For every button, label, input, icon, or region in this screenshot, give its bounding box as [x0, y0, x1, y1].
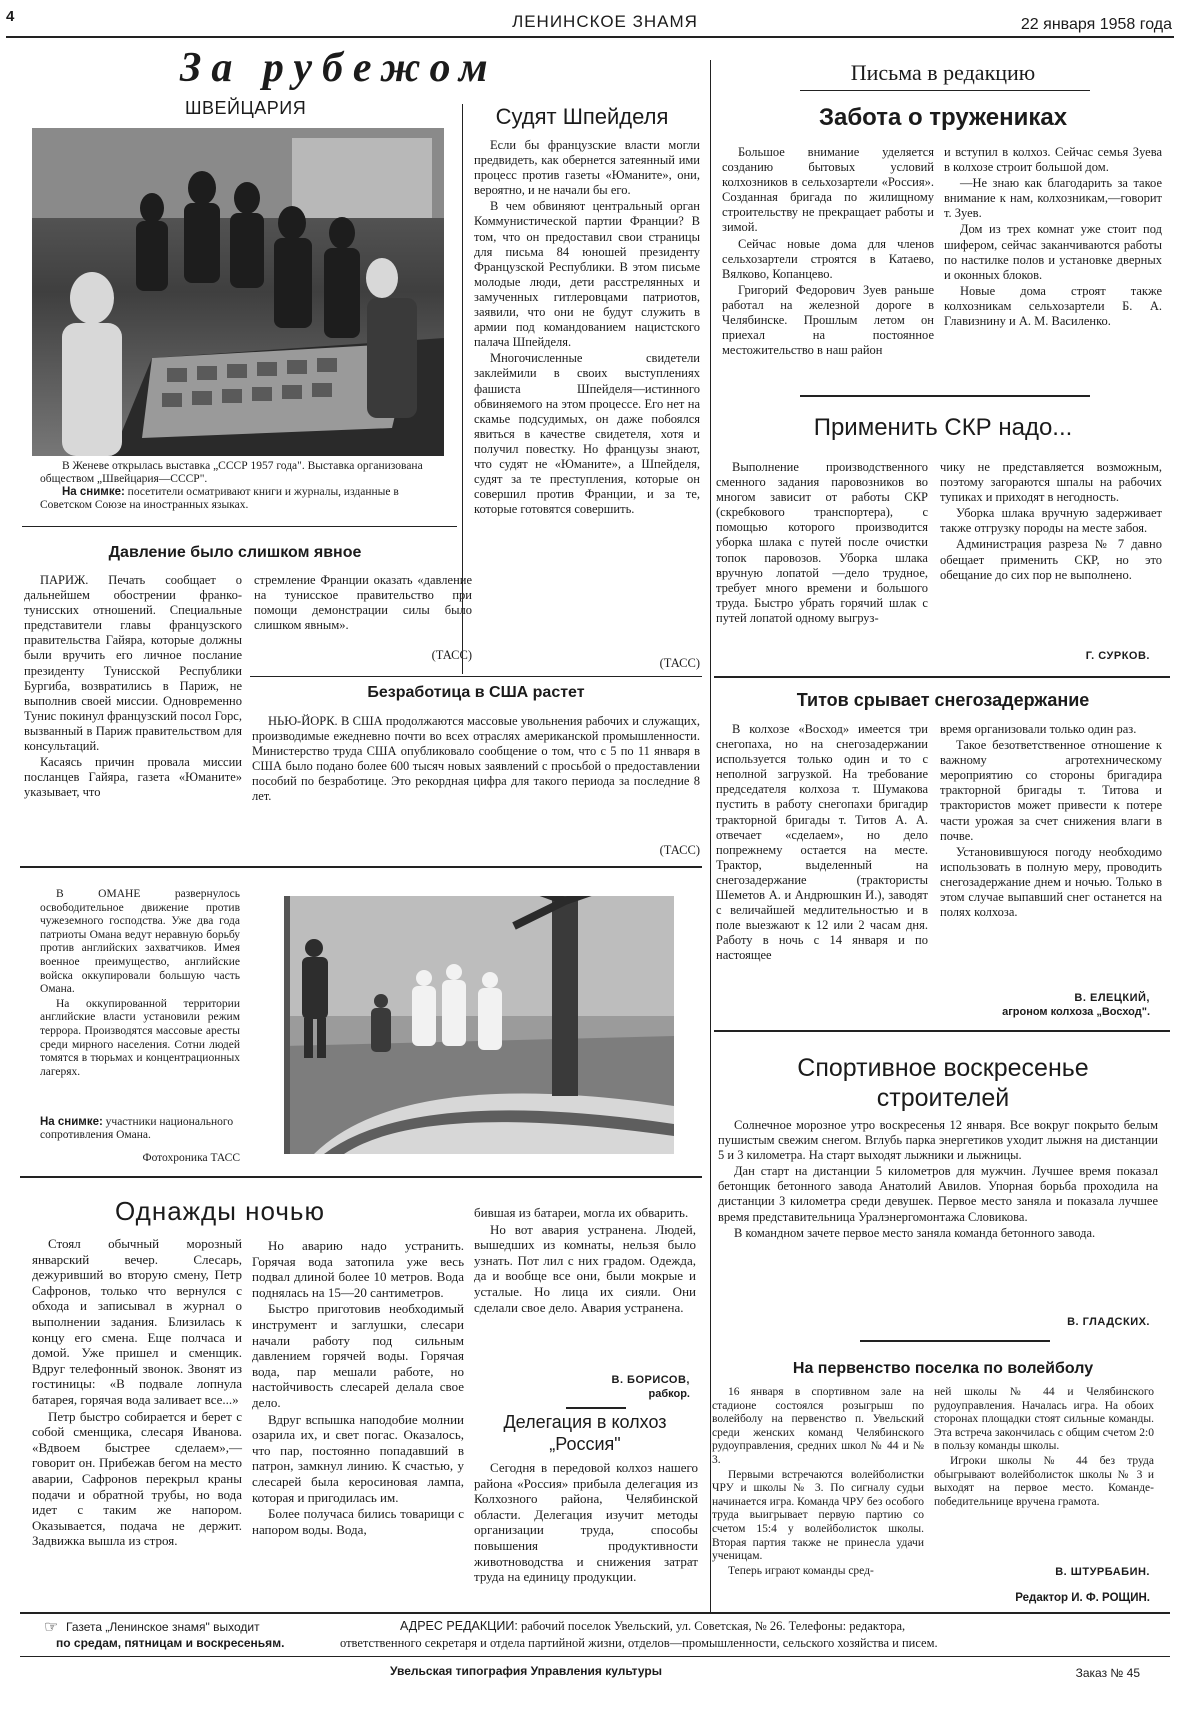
skr-paragraph: Выполнение производственного сменного задания паровозников во многом зависит от работы СКР (скребкового транспортера), с помощью которого производится уборка шлака с путей после очистки топок паровозов. Уборка шлака вручную лопатой —дело трудное, требует много времени и большого труда. Быстро убрать горячий шлак с путей лопатой одному выгруз-	[716, 460, 928, 625]
speidel-paragraph: В чем обвиняют центральный орган Коммунистической партии Франции? В том, что он предоставил свои страницы для письма 84 юношей президенту Французской Республики. В этом письме молодые люди, дети расстрелянных и замученных гитлеровцами патриотов, заявили, что они не будут служить в армии под командованием нацистского палача Шпейделя.	[474, 199, 700, 350]
night-col3	[474, 1205, 696, 1316]
footer-rule-bottom	[20, 1656, 1170, 1657]
volleyball-col1	[712, 1386, 924, 1579]
speidel-body	[474, 138, 700, 518]
night-title: Однажды ночью	[115, 1196, 325, 1226]
footer-address-line2: ответственного секретаря и отдела партийной жизни, отделов—промышленности, сельского хозяйства и писем.	[340, 1636, 938, 1650]
rule-above-titov	[714, 676, 1170, 678]
volleyball-signature: В. ШТУРБАБИН.	[1055, 1566, 1150, 1578]
footer-order: Заказ № 45	[1075, 1666, 1140, 1680]
sport-title-line2: строителей	[876, 1084, 1010, 1112]
titov-paragraph: время организовали только один раз.	[940, 722, 1137, 736]
photo-geneva-image	[32, 128, 444, 456]
volleyball-paragraph: Теперь играют команды сред-	[728, 1564, 874, 1577]
volleyball-paragraph: Игроки школы № 44 без труда обыгрывают волейболисток школы № 3 и выходят на первое место. Команде-победительнице вручена грамота.	[934, 1454, 1154, 1508]
unemployment-body	[252, 714, 700, 806]
night-signature-role: рабкор.	[648, 1388, 690, 1400]
photo-oman	[284, 896, 674, 1154]
page-number: 4	[6, 8, 15, 25]
footer-notice-line1: Газета „Ленинское знамя" выходит	[66, 1620, 260, 1634]
delegation-text: Сегодня в передовой колхоз нашего района «Россия» прибыла делегация из Колхозного района, Челябинской области. Делегация изучит методы организации труда, способы повышения продуктивности животноводства и снижения затрат труда на единицу продукции.	[474, 1460, 698, 1585]
titov-signature: В. ЕЛЕЦКИЙ,	[1074, 992, 1150, 1004]
oman-caption	[40, 1116, 240, 1142]
night-paragraph: бившая из батареи, могла их обварить.	[474, 1205, 689, 1220]
sport-title-line1: Спортивное воскресенье	[797, 1054, 1089, 1082]
sport-paragraph: Дан старт на дистанции 5 километров для мужчин. Лучшее время показал бетонщик бетонного завода Анатолий Авилов. Упорная борьба проходила на дистанции 3 километра среди девушек. Первое место заняла и показала лучшее время представительница Уралэнергомонтажа Словикова.	[718, 1164, 1158, 1224]
rule-under-geneva-photo	[22, 526, 457, 527]
rule-above-oman	[20, 866, 702, 868]
pressure-paragraph: стремление Франции оказать «давление на тунисское правительство при помощи демонстрации силы было слишком явным».	[254, 573, 472, 633]
skr-paragraph: чику не представляется возможным, поэтому загораются шпалы на рабочих тупиках и приходят в негодность.	[940, 460, 1162, 505]
letters-paragraph: Сейчас новые дома для членов сельхозартели строятся в Катаево, Вялково, Копанцево.	[722, 236, 934, 281]
titov-col2	[940, 722, 1162, 921]
footer-rule-top	[20, 1612, 1170, 1614]
volleyball-paragraph: 16 января в спортивном зале на стадионе состоялся розыгрыш по волейболу на первенство п. Увельский среди женских команд Челябинского рудоуправления, средних школ № 44 и № 3.	[712, 1386, 924, 1466]
issue-date: 22 января 1958 года	[1020, 16, 1172, 33]
photo-geneva-caption-label: На снимке:	[62, 486, 125, 498]
rule-vertical-center	[710, 60, 711, 1612]
letters-paragraph: —Не знаю как благодарить за такое внимание к нам, колхозникам,—говорит т. Зуев.	[944, 176, 1162, 221]
sport-paragraph: В командном зачете первое место заняла команда бетонного завода.	[734, 1225, 1096, 1240]
titov-signature-role: агроном колхоза „Восход".	[1002, 1006, 1150, 1018]
photo-oman-image	[284, 896, 674, 1154]
pressure-col2	[254, 573, 472, 634]
titov-paragraph: Такое безответственное отношение к важному агротехническому мероприятию со стороны бригадира тракторной бригады т. Титова и трактористов может привести к потере части урожая за счет снижения влаги в почве.	[940, 738, 1162, 843]
photo-geneva-caption	[40, 460, 450, 512]
skr-paragraph: Администрация разреза № 7 давно обещает применить СКР, но это обещание до сих пор не выполнено.	[940, 537, 1162, 582]
pressure-paragraph: Касаясь причин провала миссии посланцев Гайяра, газета «Юманите» указывает, что	[24, 755, 242, 800]
unemployment-text: НЬЮ-ЙОРК. В США продолжаются массовые увольнения рабочих и служащих, производимые ежедневно почти во всех отраслях американской промышленности. Министерство труда США опубликовало сообщение о том, что с 5 по 11 января в США было подано более 600 тысяч новых заявлений с просьбой о предоставлении пособий по безработице. Это рекордная цифра для такого периода за последние 8 лет.	[252, 714, 700, 804]
photo-geneva-caption-rest: посетители осматривают книги и журналы, изданные в Советском Союзе на иностранных языках.	[40, 486, 399, 511]
rule-above-sport	[714, 1030, 1170, 1032]
night-col1	[32, 1236, 242, 1550]
letters-title: Забота о тружениках	[818, 104, 1068, 131]
rule-above-skr	[800, 395, 1090, 397]
titov-col1	[716, 722, 928, 965]
night-col2	[252, 1238, 464, 1538]
sport-signature: В. ГЛАДСКИХ.	[1067, 1316, 1150, 1328]
rule-below-oman	[20, 1176, 702, 1178]
rubric-abroad: За рубежом	[180, 45, 498, 91]
speidel-paragraph: Многочисленные свидетели заклеймили в своих выступлениях фашиста Шпейделя—истинного обвиняемого на этом процессе. Его нет на скамье подсудимых, он даже побоялся явиться в качестве свидетеля, хотя и получил повестку. Но французы знают, что судят не «Юманите», а Шпейделя, судят за те преступления, которые он совершил против Франции, и за те, которые готовятся совершить.	[474, 351, 700, 517]
photo-geneva-exhibition	[32, 128, 444, 456]
delegation-title-line1: Делегация в колхоз	[503, 1412, 667, 1432]
unemployment-title: Безработица в США растет	[367, 684, 585, 701]
skr-title: Применить СКР надо...	[813, 414, 1073, 441]
skr-signature: Г. СУРКОВ.	[1085, 650, 1150, 662]
skr-col2	[940, 460, 1162, 584]
rule-above-volleyball	[860, 1340, 1050, 1342]
night-paragraph: Более получаса бились товарищи с напором воды. Вода,	[252, 1506, 464, 1537]
footer-notice-line2: по средам, пятницам и воскресеньям.	[56, 1636, 285, 1650]
titov-paragraph: В колхозе «Восход» имеется три снегопаха, но на снегозадержании используется только один и то с неполной загрузкой. На требование председателя колхоза т. Шумакова пустить в работу снегопахи бригадир тракторной бригады т. Титов А. А. отвечает «сделаем», но дело попрежнему остается на месте. Трактор, выделенный на снегозадержание (трактористы Шеметов А. и Андрюшкин И.), заводят с величайшей медлительностью и в поле выезжают к 12 или 2 часам дня. Работу в ночь с 14 января и по настоящее	[716, 722, 928, 963]
oman-caption-label: На снимке:	[40, 1116, 103, 1128]
volleyball-paragraph: Первыми встречаются волейболистки ЧРУ и школы № 3. По сигналу судьи начинается игра. Команда ЧРУ без особого труда выигрывает первую партию со счетом 15:4 у волейболисток школы. Вторая партия также не принесла удачи ученицам.	[712, 1468, 924, 1563]
country-heading: ШВЕЙЦАРИЯ	[185, 98, 307, 118]
letters-paragraph: Григорий Федорович Зуев раньше работал на железной дороге в Челябинске. Прошлым летом он приехал на постоянное местожительство в наш район	[722, 282, 934, 358]
pointing-hand-icon: ☞	[44, 1619, 59, 1636]
photo-geneva-caption-text: В Женеве открылась выставка „СССР 1957 года". Выставка организована обществом „Швейцария—СССР".	[40, 460, 423, 485]
rule-vertical-left-center	[462, 104, 463, 674]
footer-address	[400, 1618, 1170, 1635]
letters-col1	[722, 145, 934, 359]
skr-col1	[716, 460, 928, 627]
speidel-paragraph: Если бы французские власти могли предвидеть, как обернется затеянный ими процесс против газеты «Юманите», они, вероятно, и не начали бы его.	[474, 138, 700, 198]
speidel-title: Судят Шпейделя	[495, 104, 669, 129]
titov-paragraph: Установившуюся погоду необходимо использовать в полную меру, проводить снегозадержание днем и ночью. Только в этом случае выпавший снег останется на полях колхоза.	[940, 844, 1162, 920]
letters-paragraph: Большое внимание уделяется созданию бытовых условий колхозников в сельхозартели «Россия». Созданная бригада по жилищному строительству не прекращает работы и зимой.	[722, 145, 934, 235]
letters-paragraph: Дом из трех комнат уже стоит под шифером, сейчас заканчиваются работы по настилке полов и установке дверных и оконных блоков.	[944, 222, 1162, 282]
masthead-rule	[6, 36, 1174, 38]
footer-address-line1: рабочий поселок Увельский, ул. Советская, № 26. Телефоны: редактора,	[520, 1619, 906, 1633]
letters-paragraph: и вступил в колхоз. Сейчас семья Зуева в колхозе строит большой дом.	[944, 145, 1162, 175]
oman-body	[40, 888, 240, 1080]
sport-body	[718, 1118, 1158, 1242]
titov-title: Титов срывает снегозадержание	[796, 690, 1090, 710]
letters-col2	[944, 145, 1162, 330]
newspaper-title: ЛЕНИНСКОЕ ЗНАМЯ	[512, 12, 698, 31]
night-paragraph: Вдруг вспышка наподобие молнии озарила их, и свет погас. Оказалось, что пар, постоянно попадавший в патрон, замкнул линию. К счастью, у слесарей была керосиновая лампа, которая и пригодилась им.	[252, 1411, 464, 1505]
rule-under-letters-rubric	[800, 90, 1090, 91]
oman-paragraph: В ОМАНЕ развернулось освободительное движение против чужеземного господства. Уже два года патриоты Омана ведут неравную борьбу против английских захватчиков. Имея военное преимущество, английские войска оккупировали большую часть Омана.	[40, 888, 240, 996]
delegation-title-line2: „Россия"	[549, 1434, 621, 1454]
night-paragraph: Петр быстро собирается и берет с собой сменщика, слесаря Иванова. «Вдвоем быстрее сделаем»,—говорит он. Прибежав бегом на место аварии, Сафронов перекрыл краны подачи и обратной трубы, но вода идет с таким же напором. Оказывается, подача не держит. Задвижка вышла из строя.	[32, 1408, 242, 1549]
volleyball-paragraph: ней школы № 44 и Челябинского рудоуправления. Началась игра. На обоих сторонах площадки стоят сильные команды. Эта встреча закончилась с общим счетом 2:0 в пользу команды школы.	[934, 1386, 1154, 1453]
rule-above-delegation	[566, 1407, 626, 1409]
night-paragraph: Но аварию надо устранить. Горячая вода затопила уже весь подвал длиной более 10 метров. Вода поднялась на 15—20 сантиметров.	[252, 1238, 464, 1300]
footer-address-label: АДРЕС РЕДАКЦИИ:	[400, 1619, 518, 1633]
pressure-paragraph: ПАРИЖ. Печать сообщает о дальнейшем обострении франко-тунисских отношений. Специальные представители главы французского правительства Гайяра, которые должны были вручить его личное послание президенту Тунисской Республики Бургиба, возвратились в Париж, не выполнив своей миссии. Одновременно Тунис покинул французский посол Горс, вызванный в Париж правительством для консультаций.	[24, 573, 242, 754]
night-signature: В. БОРИСОВ,	[611, 1374, 690, 1386]
editor-line: Редактор И. Ф. РОЩИН.	[1015, 1592, 1150, 1604]
unemployment-source: (ТАСС)	[659, 843, 700, 857]
letters-rubric: Письма в редакцию	[850, 60, 1036, 85]
oman-caption-rest: участники национального сопротивления Омана.	[40, 1116, 234, 1141]
pressure-source: (ТАСС)	[431, 648, 472, 662]
delegation-body	[474, 1460, 698, 1586]
volleyball-col2	[934, 1386, 1154, 1510]
speidel-source: (ТАСС)	[659, 656, 700, 670]
pressure-title: Давление было слишком явное	[108, 544, 362, 561]
oman-paragraph: На оккупированной территории английские власти установили режим террора. Производятся массовые аресты среди мирного населения. Сотни людей томятся в тюрьмах и концентрационных лагерях.	[40, 997, 240, 1078]
oman-photo-credit: Фотохроника ТАСС	[142, 1152, 240, 1164]
volleyball-title: На первенство поселка по волейболу	[792, 1360, 1094, 1377]
pressure-col1	[24, 573, 242, 801]
footer-printer: Увельская типография Управления культуры	[390, 1664, 662, 1678]
skr-paragraph: Уборка шлака вручную задерживает также отгрузку породы на месте забоя.	[940, 506, 1162, 536]
letters-paragraph: Новые дома строят также колхозникам сельхозартели Б. А. Главизнину и А. М. Василенко.	[944, 283, 1162, 329]
night-paragraph: Но вот авария устранена. Людей, вышедших из комнаты, нельзя было узнать. Пот лил с них градом. Одежда, да и вообще все они, были мокрые и усталые. Но лица их сияли. Они сделали свое дело. Авария устранена.	[474, 1221, 696, 1315]
rule-above-unemployment	[250, 676, 702, 677]
night-paragraph: Стоял обычный морозный январский вечер. Слесарь, дежуривший во вторую смену, Петр Сафронов, только что вернулся с обхода и записывал в журнал о выполнении задания. Близилась к концу его смена. Еще полчаса и домой. Уже пришел и сменщик. Вдруг телефонный звонок. Звонят из гостиницы: «В подвале лопнула батарея, горячая вода заливает все...»	[32, 1236, 242, 1407]
sport-paragraph: Солнечное морозное утро воскресенья 12 января. Все вокруг покрыто белым пушистым свежим снегом. Вглубь парка энергетиков уходит лыжня на дистанции 5 и 3 километра. На старт выходят лыжники и лыжницы.	[718, 1118, 1158, 1163]
night-paragraph: Быстро приготовив необходимый инструмент и заглушки, слесари начали работу под сильным давлением горячей воды. Горячая вода, пар мешали работе, но настойчивость слесарей делала свое дело.	[252, 1301, 464, 1410]
